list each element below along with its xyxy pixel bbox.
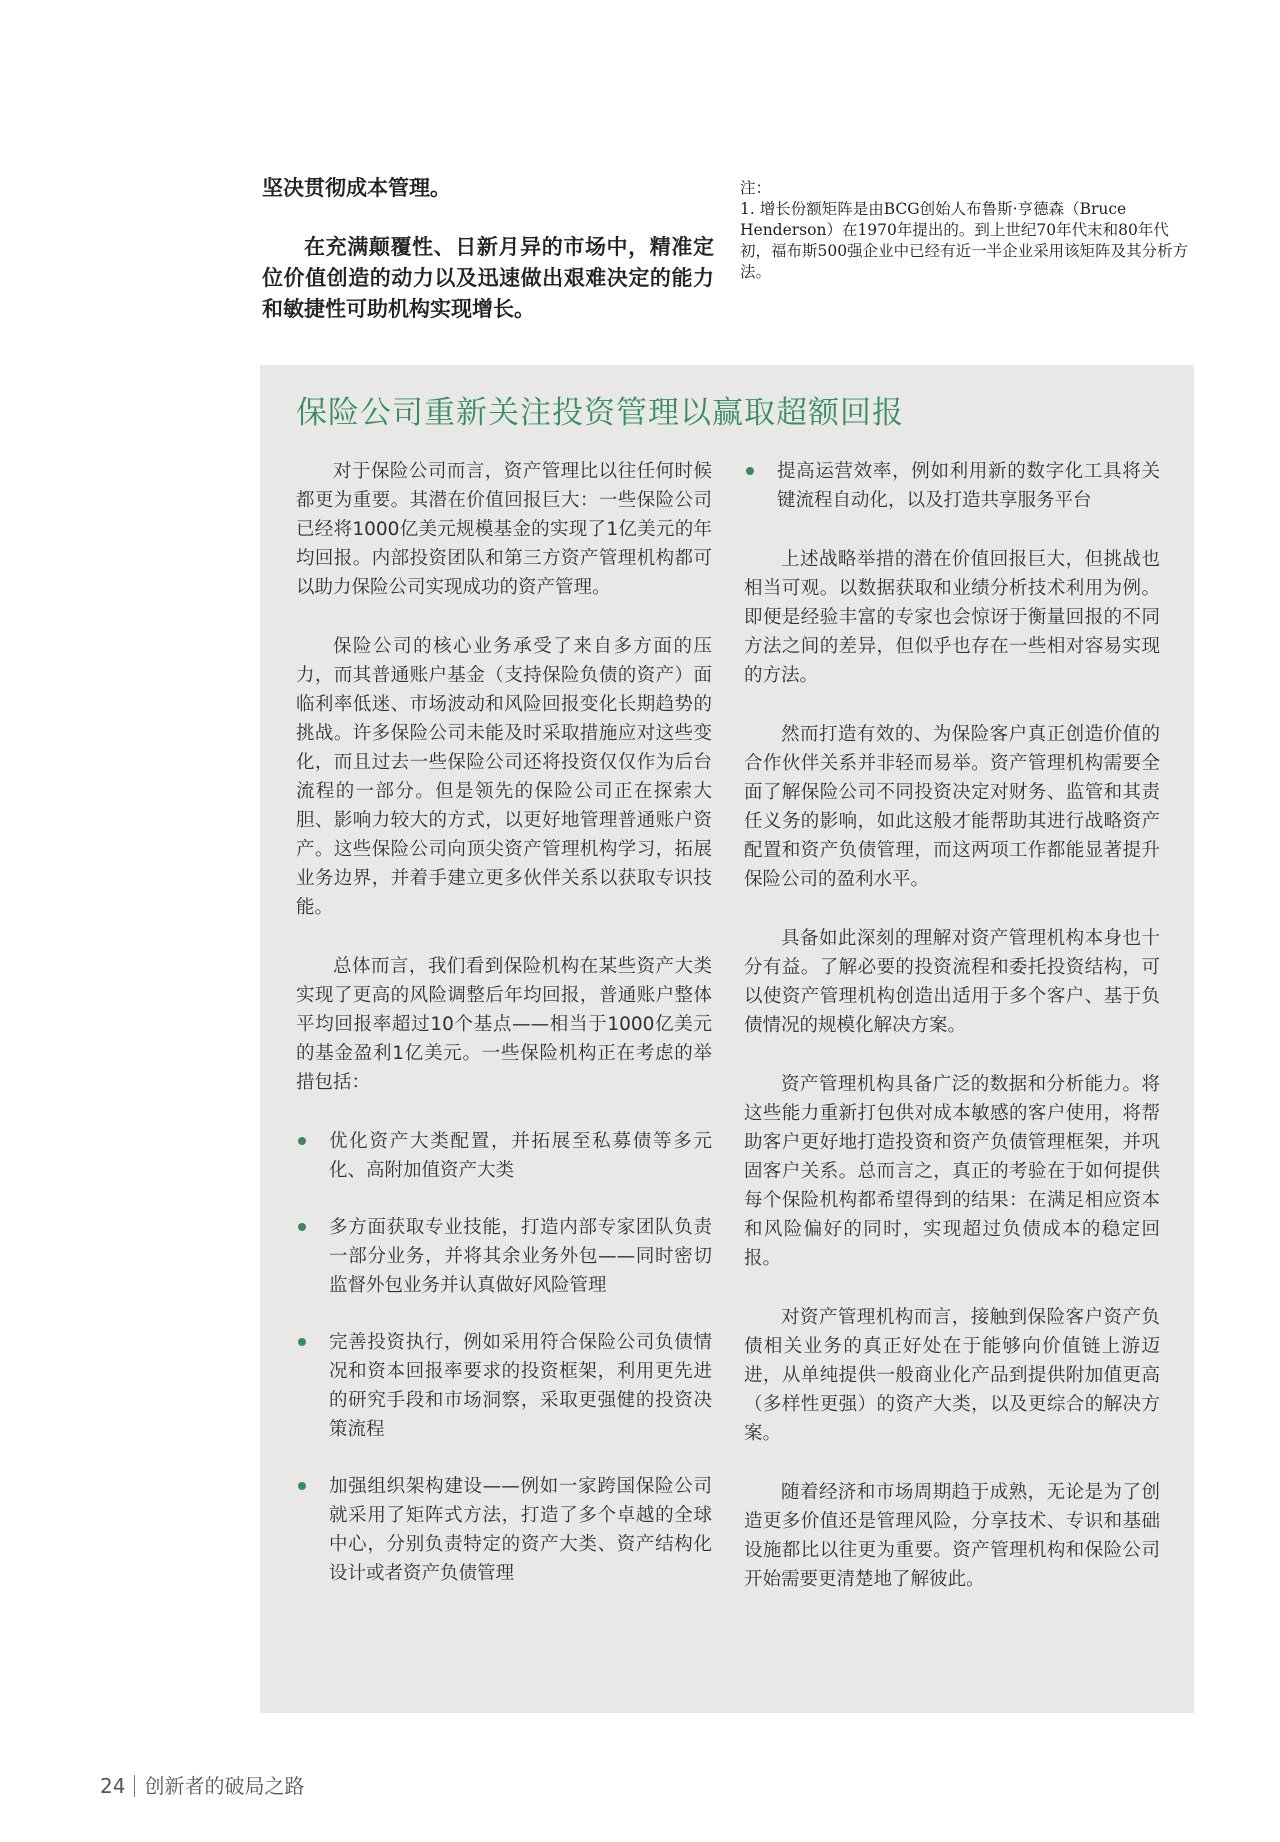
page-footer — [100, 1770, 304, 1799]
bullet-dot-icon — [746, 467, 754, 475]
panel-paragraph: 具备如此深刻的理解对资产管理机构本身也十分有益。了解必要的投资流程和委托投资结构，可以使资产管理机构创造出适用于多个客户、基于负债情况的规模化解决方案。 — [744, 928, 1160, 1036]
bullet-dot-icon — [298, 1223, 306, 1231]
panel-title: 保险公司重新关注投资管理以赢取超额回报 — [296, 395, 904, 431]
publication-title: 创新者的破局之路 — [144, 1774, 305, 1798]
panel-left-column — [296, 457, 712, 1616]
footnote-label: 注： — [740, 179, 772, 197]
list-item-text: 多方面获取专业技能，打造内部专家团队负责一部分业务，并将其余业务外包——同时密切监督外包业务并认真做好风险管理 — [329, 1217, 712, 1296]
main-text-continuation — [262, 172, 714, 324]
panel-paragraph: 对于保险公司而言，资产管理比以往任何时候都更为重要。其潜在价值回报巨大：一些保险公司已经将1000亿美元规模基金的实现了1亿美元的年均回报。内部投资团队和第三方资产管理机构都可以助力保险公司实现成功的资产管理。 — [296, 461, 712, 598]
panel-paragraph: 随着经济和市场周期趋于成熟，无论是为了创造更多价值还是管理风险，分享技术、专识和基础设施都比以往更为重要。资产管理机构和保险公司开始需要更清楚地了解彼此。 — [744, 1482, 1160, 1590]
footer-divider — [134, 1775, 135, 1797]
panel-paragraph: 资产管理机构具备广泛的数据和分析能力。将这些能力重新打包供对成本敏感的客户使用，将帮助客户更好地打造投资和资产负债管理框架，并巩固客户关系。总而言之，真正的考验在于如何提供每个保险机构都希望得到的结果：在满足相应资本和风险偏好的同时，实现超过负债成本的稳定回报。 — [744, 1074, 1160, 1269]
panel-paragraph: 然而打造有效的、为保险客户真正创造价值的合作伙伴关系并非轻而易举。资产管理机构需要全面了解保险公司不同投资决定对财务、监管和其责任义务的影响，如此这般才能帮助其进行战略资产配置和资产负债管理，而这两项工作都能显著提升保险公司的盈利水平。 — [744, 724, 1160, 890]
list-item — [296, 1328, 712, 1444]
panel-paragraph: 保险公司的核心业务承受了来自多方面的压力，而其普通账户基金（支持保险负债的资产）面临利率低迷、市场波动和风险回报变化长期趋势的挑战。许多保险公司未能及时采取措施应对这些变化，而且过去一些保险公司还将投资仅仅作为后台流程的一部分。但是领先的保险公司正在探索大胆、影响力较大的方式，以更好地管理普通账户资产。这些保险公司向顶尖资产管理机构学习，拓展业务边界，并着手建立更多伙伴关系以获取专识技能。 — [296, 636, 712, 918]
panel-right-column — [744, 457, 1160, 1624]
panel-paragraph: 总体而言，我们看到保险机构在某些资产大类实现了更高的风险调整后年均回报，普通账户整体平均回报率超过10个基点——相当于1000亿美元的基金盈利1亿美元。一些保险机构正在考虑的举措包括： — [296, 956, 712, 1093]
footnote-text: 1. 增长份额矩阵是由BCG创始人布鲁斯·亨德森（Bruce Henderson）在1970年提出的。到上世纪70年代末和80年代初，福布斯500强企业中已经有近一半企业采用该矩阵及其分析方法。 — [740, 200, 1189, 281]
bullet-dot-icon — [298, 1137, 306, 1145]
bullet-dot-icon — [298, 1482, 306, 1490]
footnote — [740, 178, 1196, 283]
list-item-text: 提高运营效率，例如利用新的数字化工具将关键流程自动化，以及打造共享服务平台 — [777, 461, 1160, 511]
list-item — [744, 457, 1160, 515]
list-item-text: 完善投资执行，例如采用符合保险公司负债情况和资本回报率要求的投资框架，利用更先进的研究手段和市场洞察，采取更强健的投资决策流程 — [329, 1332, 712, 1440]
list-item-text: 加强组织架构建设——例如一家跨国保险公司就采用了矩阵式方法，打造了多个卓越的全球中心，分别负责特定的资产大类、资产结构化设计或者资产负债管理 — [329, 1476, 712, 1584]
growth-paragraph: 在充满颠覆性、日新月异的市场中，精准定位价值创造的动力以及迅速做出艰难决定的能力和敏捷性可助机构实现增长。 — [262, 234, 714, 321]
list-item — [296, 1213, 712, 1300]
page-number: 24 — [100, 1774, 126, 1798]
closing-line: 坚决贯彻成本管理。 — [262, 175, 451, 200]
list-item — [296, 1127, 712, 1185]
insurance-sidebar-panel — [260, 365, 1194, 1713]
panel-paragraph: 上述战略举措的潜在价值回报巨大，但挑战也相当可观。以数据获取和业绩分析技术利用为例。即便是经验丰富的专家也会惊讶于衡量回报的不同方法之间的差异，但似乎也存在一些相对容易实现的方法。 — [744, 549, 1160, 686]
list-item-text: 优化资产大类配置，并拓展至私募债等多元化、高附加值资产大类 — [329, 1131, 712, 1181]
list-item — [296, 1472, 712, 1588]
bullet-dot-icon — [298, 1338, 306, 1346]
initiatives-list-continued — [744, 457, 1160, 515]
initiatives-list — [296, 1127, 712, 1588]
panel-paragraph: 对资产管理机构而言，接触到保险客户资产负债相关业务的真正好处在于能够向价值链上游迈进，从单纯提供一般商业化产品到提供附加值更高（多样性更强）的资产大类，以及更综合的解决方案。 — [744, 1307, 1160, 1444]
